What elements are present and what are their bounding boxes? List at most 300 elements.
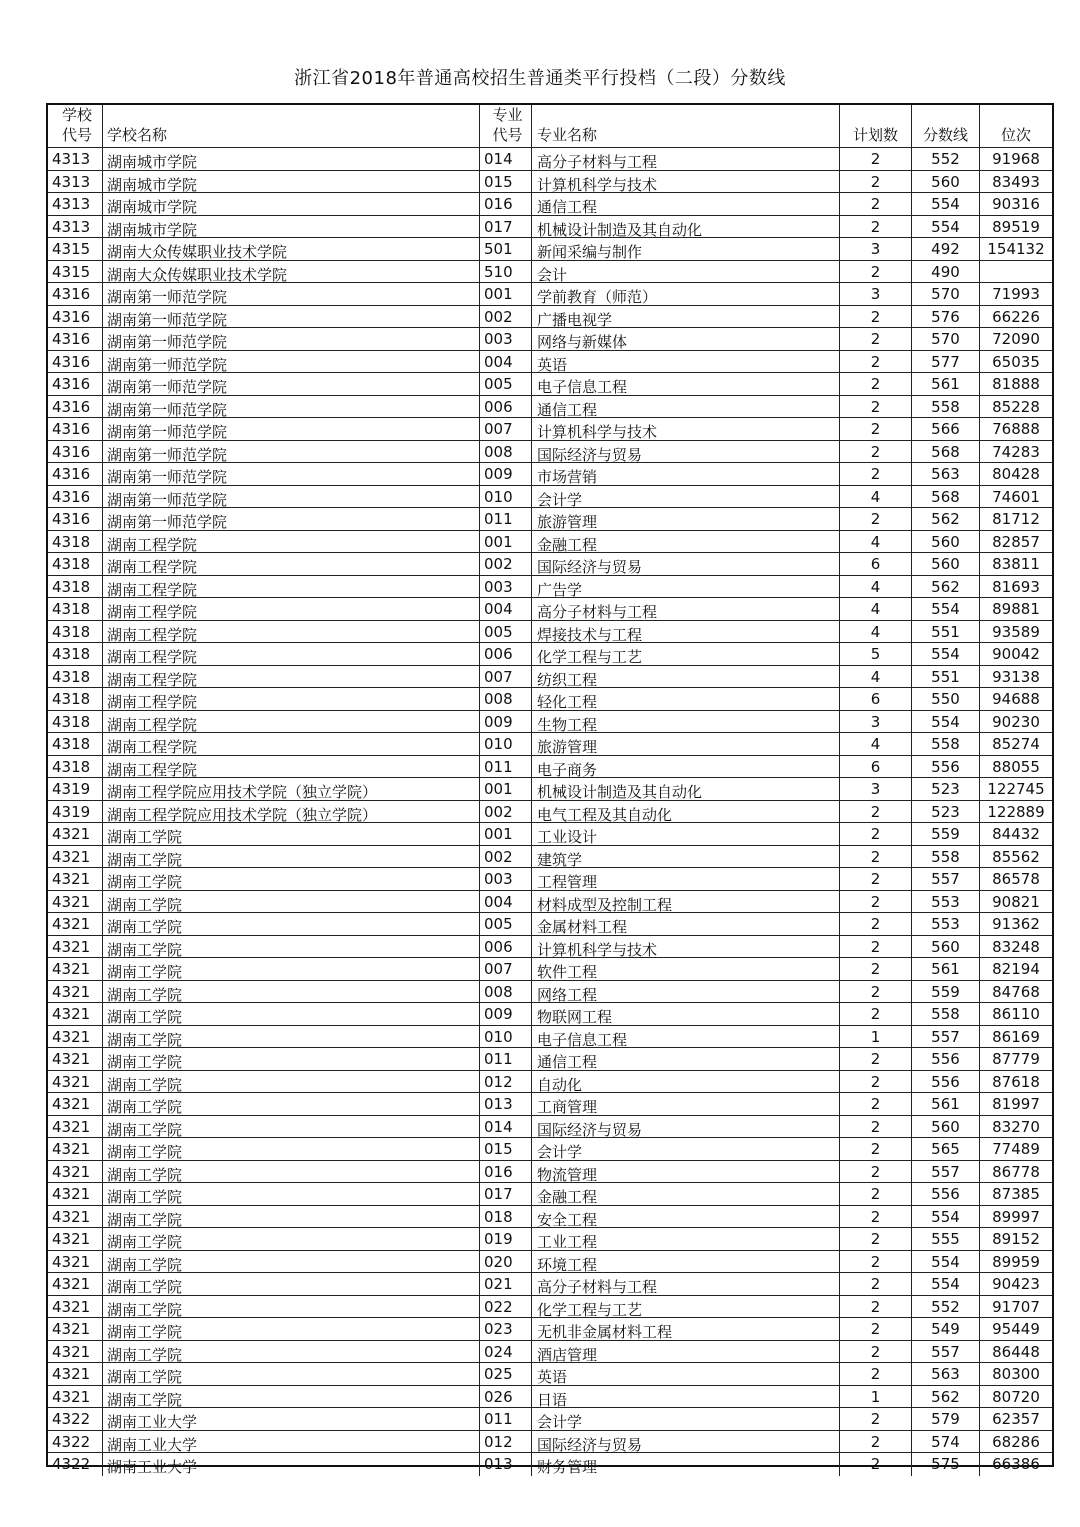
- cell-major-code: 002: [480, 801, 532, 823]
- cell-school-name: 湖南第一师范学院: [103, 418, 480, 440]
- table-row: [48, 373, 1052, 396]
- cell-plan: 2: [840, 1138, 912, 1160]
- cell-rank: 72090: [992, 330, 1040, 348]
- cell-major-name: 生物工程: [532, 711, 840, 733]
- cell-major-name: 旅游管理: [532, 733, 840, 755]
- cell-score: 561: [912, 958, 980, 980]
- cell-score: 559: [912, 823, 980, 845]
- cell-major-code: 004: [480, 351, 532, 373]
- cell-rank: 80720: [992, 1387, 1040, 1406]
- cell-rank: 90821: [992, 892, 1040, 911]
- cell-major-name: 国际经济与贸易: [532, 1431, 840, 1453]
- cell-plan: 2: [840, 846, 912, 868]
- cell-school-code: 4316: [48, 418, 103, 440]
- table-row: [48, 1048, 1052, 1071]
- cell-score: 559: [912, 981, 980, 1003]
- cell-rank: 89881: [992, 600, 1040, 618]
- table-row: [48, 238, 1052, 261]
- cell-school-name: 湖南工学院: [103, 846, 480, 868]
- cell-score: 490: [912, 261, 980, 283]
- cell-major-code: 019: [480, 1228, 532, 1250]
- cell-school-name: 湖南工学院: [103, 1251, 480, 1273]
- table-row: [48, 801, 1052, 824]
- cell-major-name: 国际经济与贸易: [532, 553, 840, 575]
- cell-plan: 3: [840, 283, 912, 305]
- cell-school-code: 4318: [48, 643, 103, 665]
- cell-school-name: 湖南工程学院: [103, 756, 480, 778]
- cell-school-code: 4321: [48, 1048, 103, 1070]
- cell-score: 566: [912, 418, 980, 440]
- cell-major-name: 高分子材料与工程: [532, 1273, 840, 1295]
- cell-plan: 2: [840, 981, 912, 1003]
- cell-major-code: 025: [480, 1363, 532, 1385]
- cell-major-name: 会计学: [532, 486, 840, 508]
- cell-score: 557: [912, 1026, 980, 1048]
- cell-plan: 2: [840, 306, 912, 328]
- table-row: [48, 486, 1052, 509]
- cell-major-name: 物联网工程: [532, 1003, 840, 1025]
- cell-rank: 81693: [992, 577, 1040, 596]
- cell-school-code: 4321: [48, 913, 103, 935]
- cell-school-code: 4321: [48, 1206, 103, 1228]
- cell-major-name: 环境工程: [532, 1251, 840, 1273]
- cell-major-code: 010: [480, 1026, 532, 1048]
- cell-plan: 2: [840, 1228, 912, 1250]
- cell-school-name: 湖南工学院: [103, 1228, 480, 1250]
- cell-major-code: 013: [480, 1093, 532, 1115]
- cell-major-code: 010: [480, 733, 532, 755]
- cell-plan: 5: [840, 643, 912, 665]
- cell-rank: 84432: [992, 825, 1040, 843]
- cell-school-code: 4318: [48, 666, 103, 688]
- cell-major-code: 024: [480, 1341, 532, 1363]
- cell-plan: 4: [840, 666, 912, 688]
- table-row: [48, 1206, 1052, 1229]
- header-school-name: 学校名称: [103, 105, 480, 147]
- cell-rank: 95449: [992, 1320, 1040, 1338]
- cell-major-code: 015: [480, 1138, 532, 1160]
- cell-major-code: 003: [480, 328, 532, 350]
- cell-score: 577: [912, 351, 980, 373]
- cell-major-name: 物流管理: [532, 1161, 840, 1183]
- cell-school-code: 4318: [48, 531, 103, 553]
- cell-school-name: 湖南工学院: [103, 981, 480, 1003]
- cell-school-name: 湖南第一师范学院: [103, 306, 480, 328]
- table-row: [48, 1363, 1052, 1386]
- cell-score: 560: [912, 531, 980, 553]
- cell-school-code: 4321: [48, 1093, 103, 1115]
- cell-score: 554: [912, 1206, 980, 1228]
- cell-score: 553: [912, 913, 980, 935]
- cell-major-code: 008: [480, 441, 532, 463]
- cell-major-code: 023: [480, 1318, 532, 1340]
- cell-score: 558: [912, 1003, 980, 1025]
- cell-school-code: 4321: [48, 891, 103, 913]
- cell-school-name: 湖南第一师范学院: [103, 508, 480, 530]
- cell-school-name: 湖南工程学院应用技术学院（独立学院）: [103, 778, 480, 800]
- cell-school-code: 4313: [48, 216, 103, 238]
- cell-score: 560: [912, 936, 980, 958]
- cell-major-name: 酒店管理: [532, 1341, 840, 1363]
- table-row: [48, 283, 1052, 306]
- cell-school-name: 湖南工学院: [103, 1093, 480, 1115]
- cell-school-name: 湖南大众传媒职业技术学院: [103, 238, 480, 260]
- cell-major-name: 工业设计: [532, 823, 840, 845]
- cell-school-name: 湖南工程学院: [103, 666, 480, 688]
- cell-school-name: 湖南工学院: [103, 958, 480, 980]
- cell-plan: 4: [840, 733, 912, 755]
- cell-score: 558: [912, 846, 980, 868]
- cell-major-name: 市场营销: [532, 463, 840, 485]
- cell-plan: 2: [840, 193, 912, 215]
- table-row: [48, 981, 1052, 1004]
- cell-major-name: 英语: [532, 351, 840, 373]
- cell-major-code: 011: [480, 508, 532, 530]
- header-school-code-line1: 学校: [61, 106, 92, 124]
- cell-score: 558: [912, 733, 980, 755]
- cell-rank: 91707: [992, 1297, 1040, 1316]
- table-row: [48, 553, 1052, 576]
- cell-plan: 2: [840, 801, 912, 823]
- cell-school-name: 湖南工学院: [103, 1116, 480, 1138]
- cell-plan: 2: [840, 936, 912, 958]
- table-row: [48, 1183, 1052, 1206]
- cell-plan: 2: [840, 148, 912, 170]
- table-row: [48, 778, 1052, 801]
- cell-major-name: 无机非金属材料工程: [532, 1318, 840, 1340]
- cell-school-name: 湖南工学院: [103, 1386, 480, 1408]
- cell-score: 574: [912, 1431, 980, 1453]
- cell-major-name: 安全工程: [532, 1206, 840, 1228]
- cell-school-name: 湖南工程学院: [103, 711, 480, 733]
- table-row: [48, 1386, 1052, 1409]
- cell-plan: 2: [840, 1431, 912, 1453]
- table-row: [48, 463, 1052, 486]
- cell-rank: 87385: [992, 1185, 1040, 1203]
- cell-major-code: 006: [480, 936, 532, 958]
- cell-school-name: 湖南工学院: [103, 1161, 480, 1183]
- cell-major-name: 网络工程: [532, 981, 840, 1003]
- table-row: [48, 396, 1052, 419]
- cell-school-code: 4321: [48, 823, 103, 845]
- cell-major-code: 014: [480, 1116, 532, 1138]
- cell-rank: 90230: [992, 712, 1040, 731]
- cell-major-code: 006: [480, 396, 532, 418]
- cell-rank: 82857: [992, 532, 1040, 551]
- table-row: [48, 598, 1052, 621]
- header-rank: 位次: [1000, 126, 1031, 144]
- cell-rank: 87618: [992, 1072, 1040, 1091]
- cell-school-name: 湖南第一师范学院: [103, 373, 480, 395]
- cell-score: 561: [912, 373, 980, 395]
- table-row: [48, 441, 1052, 464]
- cell-rank: 74601: [992, 487, 1040, 506]
- table-row: [48, 351, 1052, 374]
- cell-major-code: 013: [480, 1453, 532, 1476]
- cell-school-name: 湖南第一师范学院: [103, 396, 480, 418]
- cell-rank: 86778: [992, 1162, 1040, 1181]
- cell-rank: 80428: [992, 465, 1040, 483]
- cell-rank: 74283: [992, 442, 1040, 461]
- cell-rank: 84768: [992, 982, 1040, 1001]
- cell-school-name: 湖南大众传媒职业技术学院: [103, 261, 480, 283]
- table-row: [48, 711, 1052, 734]
- cell-score: 554: [912, 598, 980, 620]
- cell-school-name: 湖南第一师范学院: [103, 441, 480, 463]
- table-row: [48, 531, 1052, 554]
- cell-plan: 2: [840, 418, 912, 440]
- cell-school-name: 湖南工学院: [103, 1296, 480, 1318]
- cell-major-code: 001: [480, 531, 532, 553]
- cell-rank: 76888: [992, 420, 1040, 438]
- cell-plan: 2: [840, 1003, 912, 1025]
- cell-major-name: 轻化工程: [532, 688, 840, 710]
- cell-school-name: 湖南工学院: [103, 868, 480, 890]
- cell-school-code: 4316: [48, 463, 103, 485]
- cell-school-name: 湖南工程学院: [103, 643, 480, 665]
- cell-score: 549: [912, 1318, 980, 1340]
- cell-major-name: 国际经济与贸易: [532, 1116, 840, 1138]
- header-major-name: 专业名称: [532, 105, 840, 147]
- page-title: 浙江省2018年普通高校招生普通类平行投档（二段）分数线: [294, 68, 786, 89]
- cell-school-code: 4321: [48, 1318, 103, 1340]
- cell-rank: 91362: [992, 915, 1040, 933]
- cell-rank: 85562: [992, 847, 1040, 866]
- cell-rank: 91968: [992, 150, 1040, 168]
- cell-rank: 66386: [992, 1455, 1040, 1473]
- cell-score: 562: [912, 1386, 980, 1408]
- cell-plan: 2: [840, 958, 912, 980]
- cell-score: 562: [912, 576, 980, 598]
- cell-plan: 2: [840, 1251, 912, 1273]
- cell-plan: 6: [840, 553, 912, 575]
- table-row: [48, 261, 1052, 284]
- cell-school-code: 4316: [48, 283, 103, 305]
- cell-rank: 86110: [992, 1005, 1040, 1023]
- cell-rank: 85274: [992, 735, 1040, 753]
- cell-plan: 2: [840, 1453, 912, 1476]
- table-row: [48, 1228, 1052, 1251]
- cell-major-code: 012: [480, 1431, 532, 1453]
- cell-school-name: 湖南工学院: [103, 1206, 480, 1228]
- cell-plan: 2: [840, 1048, 912, 1070]
- cell-major-name: 会计学: [532, 1138, 840, 1160]
- table-row: [48, 733, 1052, 756]
- cell-major-code: 011: [480, 1408, 532, 1430]
- cell-major-name: 机械设计制造及其自动化: [532, 778, 840, 800]
- cell-major-code: 009: [480, 711, 532, 733]
- cell-school-code: 4321: [48, 1228, 103, 1250]
- cell-school-code: 4321: [48, 1026, 103, 1048]
- cell-major-code: 006: [480, 643, 532, 665]
- cell-school-name: 湖南第一师范学院: [103, 463, 480, 485]
- cell-rank: 88055: [992, 757, 1040, 776]
- table-row: [48, 868, 1052, 891]
- table-row: [48, 823, 1052, 846]
- cell-school-code: 4321: [48, 1363, 103, 1385]
- cell-school-code: 4318: [48, 756, 103, 778]
- cell-major-name: 金融工程: [532, 531, 840, 553]
- cell-school-name: 湖南工学院: [103, 1318, 480, 1340]
- table-row: [48, 621, 1052, 644]
- cell-school-code: 4321: [48, 1183, 103, 1205]
- cell-school-code: 4321: [48, 1071, 103, 1093]
- cell-major-name: 建筑学: [532, 846, 840, 868]
- cell-school-code: 4321: [48, 936, 103, 958]
- cell-major-name: 通信工程: [532, 193, 840, 215]
- cell-plan: 3: [840, 778, 912, 800]
- cell-major-code: 022: [480, 1296, 532, 1318]
- table-row: [48, 958, 1052, 981]
- cell-plan: 2: [840, 1071, 912, 1093]
- table-row: [48, 328, 1052, 351]
- cell-major-code: 510: [480, 261, 532, 283]
- cell-major-code: 001: [480, 823, 532, 845]
- cell-school-code: 4316: [48, 441, 103, 463]
- cell-school-code: 4316: [48, 306, 103, 328]
- cell-major-code: 009: [480, 1003, 532, 1025]
- cell-school-name: 湖南城市学院: [103, 216, 480, 238]
- cell-school-name: 湖南工程学院: [103, 598, 480, 620]
- cell-plan: 2: [840, 351, 912, 373]
- cell-rank: 81997: [992, 1095, 1040, 1113]
- cell-major-name: 日语: [532, 1386, 840, 1408]
- table-row: [48, 1003, 1052, 1026]
- cell-major-code: 001: [480, 283, 532, 305]
- cell-plan: 4: [840, 486, 912, 508]
- cell-school-name: 湖南第一师范学院: [103, 328, 480, 350]
- cell-score: 554: [912, 193, 980, 215]
- cell-score: 556: [912, 1071, 980, 1093]
- cell-plan: 6: [840, 688, 912, 710]
- cell-school-code: 4315: [48, 238, 103, 260]
- cell-major-name: 材料成型及控制工程: [532, 891, 840, 913]
- cell-major-name: 纺织工程: [532, 666, 840, 688]
- cell-school-code: 4321: [48, 981, 103, 1003]
- cell-school-code: 4321: [48, 958, 103, 980]
- cell-school-code: 4318: [48, 598, 103, 620]
- cell-school-code: 4318: [48, 711, 103, 733]
- cell-school-code: 4313: [48, 171, 103, 193]
- cell-plan: 4: [840, 598, 912, 620]
- cell-major-name: 机械设计制造及其自动化: [532, 216, 840, 238]
- cell-score: 576: [912, 306, 980, 328]
- cell-major-name: 国际经济与贸易: [532, 441, 840, 463]
- cell-school-name: 湖南工学院: [103, 1273, 480, 1295]
- cell-score: 550: [912, 688, 980, 710]
- cell-major-name: 自动化: [532, 1071, 840, 1093]
- cell-score: 555: [912, 1228, 980, 1250]
- table-row: [48, 1453, 1052, 1476]
- cell-major-code: 005: [480, 913, 532, 935]
- cell-school-name: 湖南城市学院: [103, 171, 480, 193]
- cell-score: 554: [912, 711, 980, 733]
- cell-school-name: 湖南工程学院: [103, 688, 480, 710]
- cell-school-name: 湖南城市学院: [103, 193, 480, 215]
- cell-school-code: 4321: [48, 1386, 103, 1408]
- cell-score: 492: [912, 238, 980, 260]
- cell-major-code: 026: [480, 1386, 532, 1408]
- cell-major-name: 计算机科学与技术: [532, 936, 840, 958]
- cell-score: 568: [912, 441, 980, 463]
- cell-major-code: 015: [480, 171, 532, 193]
- cell-rank: 83270: [992, 1117, 1040, 1136]
- cell-major-name: 广告学: [532, 576, 840, 598]
- cell-rank: 68286: [992, 1432, 1040, 1451]
- cell-rank: [980, 261, 1052, 283]
- cell-school-code: 4322: [48, 1431, 103, 1453]
- cell-plan: 1: [840, 1026, 912, 1048]
- cell-school-name: 湖南工学院: [103, 1341, 480, 1363]
- table-row: [48, 148, 1052, 171]
- table-row: [48, 1341, 1052, 1364]
- cell-school-code: 4321: [48, 868, 103, 890]
- cell-major-name: 广播电视学: [532, 306, 840, 328]
- cell-rank: 81888: [992, 375, 1040, 393]
- cell-major-name: 工业工程: [532, 1228, 840, 1250]
- cell-major-code: 016: [480, 1161, 532, 1183]
- cell-rank: 122745: [987, 780, 1045, 798]
- cell-school-code: 4313: [48, 193, 103, 215]
- table-row: [48, 1296, 1052, 1319]
- cell-major-code: 011: [480, 756, 532, 778]
- cell-school-name: 湖南工程学院: [103, 576, 480, 598]
- cell-rank: 86169: [992, 1027, 1040, 1046]
- header-school-code: [48, 105, 103, 147]
- cell-school-code: 4316: [48, 351, 103, 373]
- table-row: [48, 891, 1052, 914]
- cell-school-name: 湖南工学院: [103, 1026, 480, 1048]
- cell-score: 553: [912, 891, 980, 913]
- cell-major-code: 011: [480, 1048, 532, 1070]
- cell-school-code: 4319: [48, 778, 103, 800]
- cell-major-name: 焊接技术与工程: [532, 621, 840, 643]
- cell-school-code: 4321: [48, 846, 103, 868]
- cell-school-code: 4318: [48, 553, 103, 575]
- cell-major-code: 017: [480, 216, 532, 238]
- cell-plan: 4: [840, 531, 912, 553]
- cell-school-name: 湖南工学院: [103, 1138, 480, 1160]
- cell-school-name: 湖南工程学院: [103, 531, 480, 553]
- cell-school-name: 湖南工学院: [103, 1048, 480, 1070]
- cell-major-name: 化学工程与工艺: [532, 643, 840, 665]
- cell-major-code: 016: [480, 193, 532, 215]
- cell-school-code: 4316: [48, 328, 103, 350]
- cell-rank: 90042: [992, 645, 1040, 663]
- cell-rank: 86578: [992, 870, 1040, 888]
- cell-school-code: 4318: [48, 576, 103, 598]
- cell-plan: 2: [840, 1183, 912, 1205]
- cell-rank: 154132: [987, 240, 1045, 258]
- cell-score: 551: [912, 621, 980, 643]
- table-row: [48, 1093, 1052, 1116]
- cell-rank: 71993: [992, 285, 1040, 303]
- cell-major-code: 005: [480, 373, 532, 395]
- cell-plan: 2: [840, 1161, 912, 1183]
- cell-school-name: 湖南工业大学: [103, 1431, 480, 1453]
- header-plan: 计划数: [840, 105, 912, 147]
- cell-school-name: 湖南工学院: [103, 1003, 480, 1025]
- table-header-row: [48, 105, 1052, 148]
- header-major-code-line1: 专业: [492, 106, 523, 124]
- cell-score: 563: [912, 1363, 980, 1385]
- cell-rank: 66226: [992, 307, 1040, 326]
- cell-rank: 83811: [992, 555, 1040, 573]
- table-row: [48, 643, 1052, 666]
- table-row: [48, 306, 1052, 329]
- cell-major-name: 旅游管理: [532, 508, 840, 530]
- cell-rank: 82194: [992, 960, 1040, 978]
